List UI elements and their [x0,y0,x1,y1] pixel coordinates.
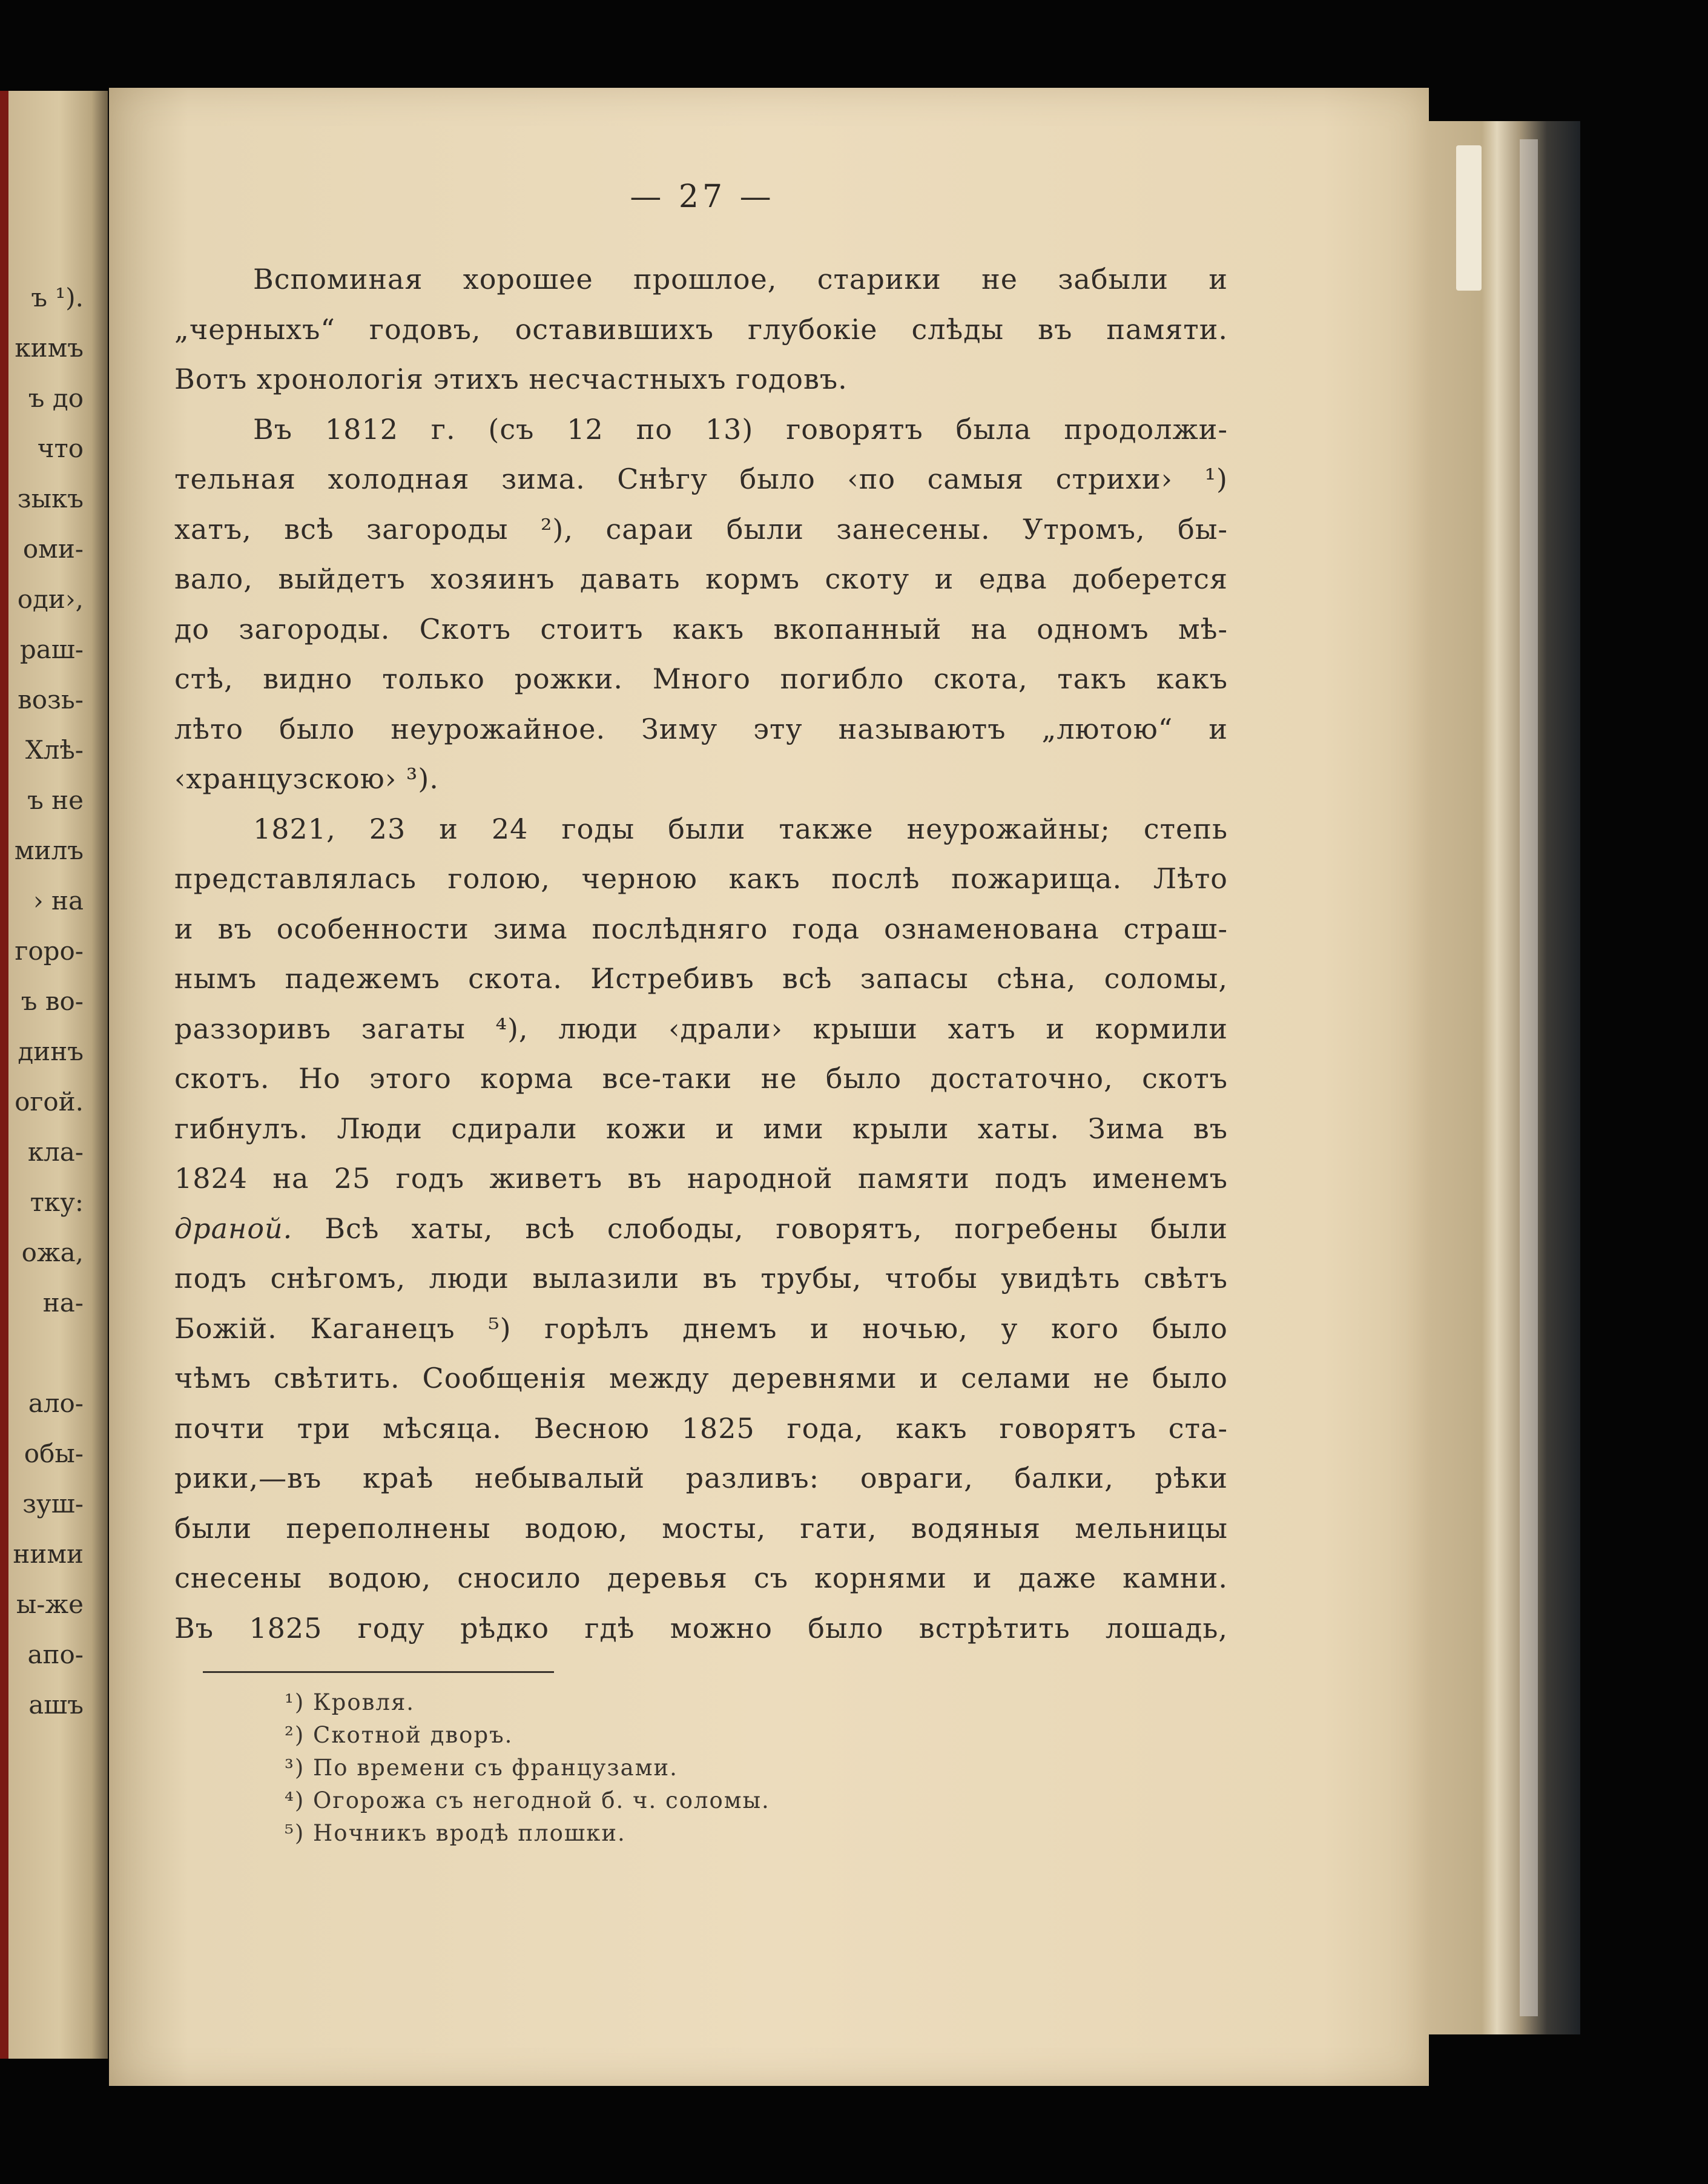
left-page-fragment: ъ до [28,383,84,413]
book-page [109,88,1429,2086]
footnote: ³) По времени съ французами. [285,1755,678,1781]
book-edge [0,91,8,2059]
left-page-fragment: Хлѣ- [25,735,84,765]
left-page-fragment: горо- [15,936,84,966]
text-line: лѣто было неурожайное. Зиму эту называютъ „лютою“ и [174,712,1228,745]
text-line: снесены водою, сносило деревья съ корнями и даже камни. [174,1562,1228,1594]
text-line: раззоривъ загаты ⁴), люди ‹драли› крыши хатъ и кормили [174,1012,1228,1045]
left-page-fragment: тку: [30,1187,84,1217]
text-line: скотъ. Но этого корма все-таки не было достаточно, скотъ [174,1062,1228,1095]
left-page-fragment: ъ ¹). [31,283,84,312]
left-page-fragment: зуш- [22,1489,84,1519]
text-line: Въ 1825 году рѣдко гдѣ можно было встрѣтить лошадь, [174,1611,1228,1645]
text-line: „черныхъ“ годовъ, оставившихъ глубокіе слѣды въ памяти. [174,312,1228,346]
left-page-fragment: ъ не [27,785,84,815]
left-page-fragment: милъ [14,836,84,865]
text-line: 1821, 23 и 24 годы были также неурожайны; степь [253,812,1228,845]
text-line: до загороды. Скотъ стоитъ какъ вкопанный на одномъ мѣ- [174,612,1228,645]
left-facing-page [0,91,108,2059]
left-page-fragment: кимъ [15,333,84,363]
footnote: ⁴) Огорожа съ негодной б. ч. соломы. [285,1787,770,1813]
left-page-fragment: › на [33,886,84,915]
footnote: ⁵) Ночникъ вродѣ плошки. [285,1820,626,1846]
left-page-fragment: на- [42,1288,84,1318]
left-page-fragment: ъ во- [21,986,84,1016]
text-line: стѣ, видно только рожки. Много погибло скота, такъ какъ [174,662,1228,695]
left-page-fragment: ы-же [16,1589,84,1619]
left-page-fragment: кла- [27,1137,84,1167]
text-line: хатъ, всѣ загороды ²), сараи были занесены. Утромъ, бы- [174,512,1228,546]
text-line: Вотъ хронологія этихъ несчастныхъ годовъ. [174,363,848,395]
footnotes [285,1686,1132,1850]
text-line: нымъ падежемъ скота. Истребивъ всѣ запасы сѣна, соломы, [174,962,1228,995]
italic-word: драной. [174,1212,293,1245]
left-page-fragment: зыкъ [17,484,84,513]
left-page-fragment: ожа, [21,1238,84,1267]
text-line: были переполнены водою, мосты, гати, водяныя мельницы [174,1511,1228,1545]
text-line-rest: Всѣ хаты, всѣ слободы, говорятъ, погребены были [325,1212,1228,1245]
footnote: ¹) Кровля. [285,1689,415,1715]
footnote-divider [203,1671,554,1673]
text-line: и въ особенности зима послѣдняго года ознаменована страш- [174,912,1228,945]
body-text [174,254,1228,1653]
left-page-fragment: ашъ [28,1690,84,1720]
text-line: представлялась голою, черною какъ послѣ пожарища. Лѣто [174,862,1228,895]
text-line: ‹хранцузскою› ³). [174,762,439,795]
left-page-fragment: возь- [18,685,84,714]
footnote: ²) Скотной дворъ. [285,1722,513,1748]
left-page-fragment: ало- [28,1388,84,1418]
text-line: подъ снѣгомъ, люди вылазили въ трубы, чтобы увидѣть свѣтъ [174,1262,1228,1295]
page-number: — 27 — [630,179,775,215]
left-page-fragment: оми- [22,534,84,564]
text-line: вало, выйдетъ хозяинъ давать кормъ скоту и едва доберется [174,562,1228,595]
text-line: 1824 на 25 годъ живетъ въ народной памяти подъ именемъ [174,1162,1228,1195]
text-line: тельная холодная зима. Снѣгу было ‹по самыя стрихи› ¹) [174,463,1228,495]
page-edges [1520,139,1538,2016]
left-page-fragment: огой. [15,1087,84,1117]
text-line: рики,—въ краѣ небывалый разливъ: овраги, балки, рѣки [174,1462,1228,1494]
text-line: Вспоминая хорошее прошлое, старики не забыли и [253,263,1228,295]
left-page-fragment: оди›, [17,584,84,614]
left-page-fragment: обы- [24,1439,84,1468]
left-page-fragment: что [37,434,84,463]
bookmark-tab [1456,145,1482,291]
left-page-fragment: ними [13,1539,84,1569]
left-page-fragment: апо- [27,1640,84,1669]
text-line [174,1204,1228,1254]
text-line: чѣмъ свѣтить. Сообщенія между деревнями и селами не было [174,1362,1228,1394]
text-line: гибнулъ. Люди сдирали кожи и ими крыли хаты. Зима въ [174,1112,1228,1145]
left-page-fragment: раш- [19,635,84,664]
page-block-edge [1429,121,1580,2034]
text-line: Въ 1812 г. (съ 12 по 13) говорятъ была продолжи- [253,412,1228,446]
text-line: Божій. Каганецъ ⁵) горѣлъ днемъ и ночью, у кого было [174,1311,1228,1345]
text-line: почти три мѣсяца. Весною 1825 года, какъ говорятъ ста- [174,1411,1228,1445]
left-page-fragment: динъ [18,1037,84,1066]
